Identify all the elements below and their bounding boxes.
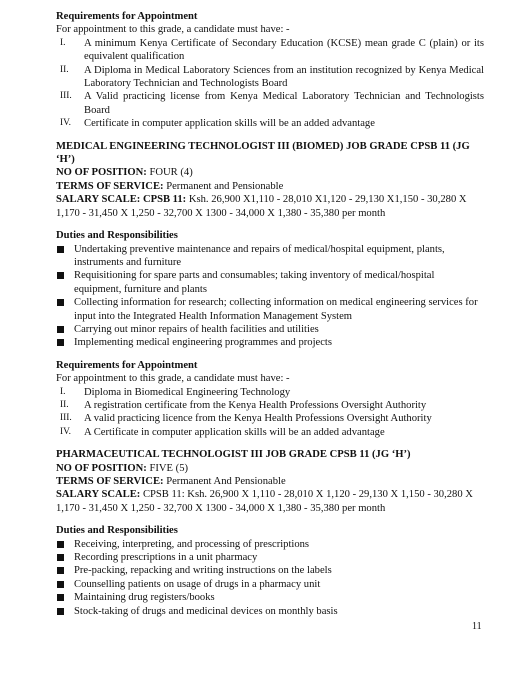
positions-value: FOUR (4) [146,167,193,179]
salary-value: Ksh. 26,900 X1,110 - 28,010 X1,120 - 29,130 X1,150 - 30,280 X 1,170 - 31,450 X 1,250 - 32,700 X 1300 - 34,000 X 1,380 - 35,380 per month [56,194,467,219]
list-item [56,117,484,130]
requirements-list [56,37,484,131]
terms-value: Permanent and Pensionable [163,180,284,192]
square-bullet-icon [57,594,64,601]
item-text: Pre-packing, repacking and writing instructions on the labels [74,565,332,577]
item-text: Counselling patients on usage of drugs in a pharmacy unit [74,578,321,590]
terms-line [56,180,484,193]
list-item [56,90,484,117]
document-page [56,10,484,618]
positions-value: FIVE (5) [146,462,189,474]
list-item [56,64,484,91]
item-number: III. [60,91,72,102]
requirements-heading: Requirements for Appointment [56,359,198,371]
item-number: IV. [60,118,72,129]
square-bullet-icon [57,581,64,588]
item-text: Carrying out minor repairs of health facilities and utilities [74,323,319,335]
item-text: Requisitioning for spare parts and consumables; taking inventory of medical/hospital equipment, furniture and plants [74,270,435,295]
requirements-list [56,386,484,440]
item-text: Maintaining drug registers/books [74,592,215,604]
item-text: A minimum Kenya Certificate of Secondary Education (KCSE) mean grade C (plain) or its equivalent qualification [84,37,484,63]
square-bullet-icon [57,326,64,333]
job-title: PHARMACEUTICAL TECHNOLOGIST III JOB GRADE CPSB 11 (JG ‘H’) [56,449,411,461]
item-text: A Certificate in computer application skills will be an added advantage [84,426,385,438]
square-bullet-icon [57,272,64,279]
list-item [56,269,484,296]
requirements-intro: For appointment to this grade, a candidate must have: - [56,24,290,36]
salary-line [56,193,484,220]
item-text: Stock-taking of drugs and medicinal devices on monthly basis [74,605,338,617]
positions-line [56,462,484,475]
positions-label: NO OF POSITION: [56,167,147,179]
job-title: MEDICAL ENGINEERING TECHNOLOGIST III (BIOMED) JOB GRADE CPSB 11 (JG ‘H’) [56,140,470,166]
list-item [56,243,484,270]
duties-list [56,243,484,350]
list-item [56,37,484,64]
list-item [56,336,484,349]
item-number: III. [60,413,72,424]
positions-label: NO OF POSITION: [56,462,147,474]
item-text: Collecting information for research; collecting information on medical engineering services for input into the Integrated Health Information Management System [74,297,478,322]
positions-line [56,166,484,179]
salary-label: SALARY SCALE: CPSB 11: [56,194,187,206]
terms-label: TERMS OF SERVICE: [56,476,164,487]
item-number: I. [60,386,66,397]
list-item [56,412,484,425]
list-item [56,551,484,564]
item-text: A Diploma in Medical Laboratory Sciences from an institution recognized by Kenya Medical Laboratory Technician and Technologists Board [84,64,484,90]
square-bullet-icon [57,246,64,253]
item-text: Implementing medical engineering programmes and projects [74,337,332,349]
list-item [56,605,484,618]
square-bullet-icon [57,299,64,306]
list-item [56,591,484,604]
list-item [56,296,484,323]
list-item [56,538,484,551]
square-bullet-icon [57,567,64,574]
salary-label: SALARY SCALE: [56,489,141,501]
item-text: Undertaking preventive maintenance and repairs of medical/hospital equipment, plants, instruments and furniture [74,243,445,268]
item-text: Receiving, interpreting, and processing of prescriptions [74,538,310,550]
item-text: Recording prescriptions in a unit pharmacy [74,552,258,564]
requirements-heading: Requirements for Appointment [56,11,198,22]
list-item [56,564,484,577]
item-text: A registration certificate from the Kenya Health Professions Oversight Authority [84,399,427,411]
item-number: IV. [60,426,72,437]
square-bullet-icon [57,608,64,615]
square-bullet-icon [57,554,64,561]
duties-heading: Duties and Responsibilities [56,230,178,242]
terms-value: Permanent And Pensionable [163,476,286,487]
square-bullet-icon [57,541,64,548]
page-number: 11 [472,621,482,632]
item-text: Diploma in Biomedical Engineering Technology [84,386,291,398]
salary-value: CPSB 11: Ksh. 26,900 X 1,110 - 28,010 X 1,120 - 29,130 X 1,150 - 30,280 X 1,170 - 31,450 X 1,250 - 32,700 X 1300 - 34,000 X 1,380 - 35,380 per month [56,489,473,514]
duties-heading: Duties and Responsibilities [56,525,178,537]
salary-line [56,488,484,515]
terms-line [56,475,484,488]
item-number: II. [60,64,69,75]
item-text: Certificate in computer application skills will be an added advantage [84,118,375,130]
item-number: II. [60,399,69,410]
terms-label: TERMS OF SERVICE: [56,180,164,192]
duties-list [56,538,484,618]
list-item [56,578,484,591]
list-item [56,426,484,439]
requirements-intro: For appointment to this grade, a candidate must have: - [56,373,290,385]
item-text: A valid practicing licence from the Kenya Health Professions Oversight Authority [84,413,432,425]
list-item [56,323,484,336]
item-text: A Valid practicing license from Kenya Medical Laboratory Technician and Technologists Board [84,91,484,116]
item-number: I. [60,37,66,48]
list-item [56,399,484,412]
square-bullet-icon [57,339,64,346]
list-item [56,386,484,399]
